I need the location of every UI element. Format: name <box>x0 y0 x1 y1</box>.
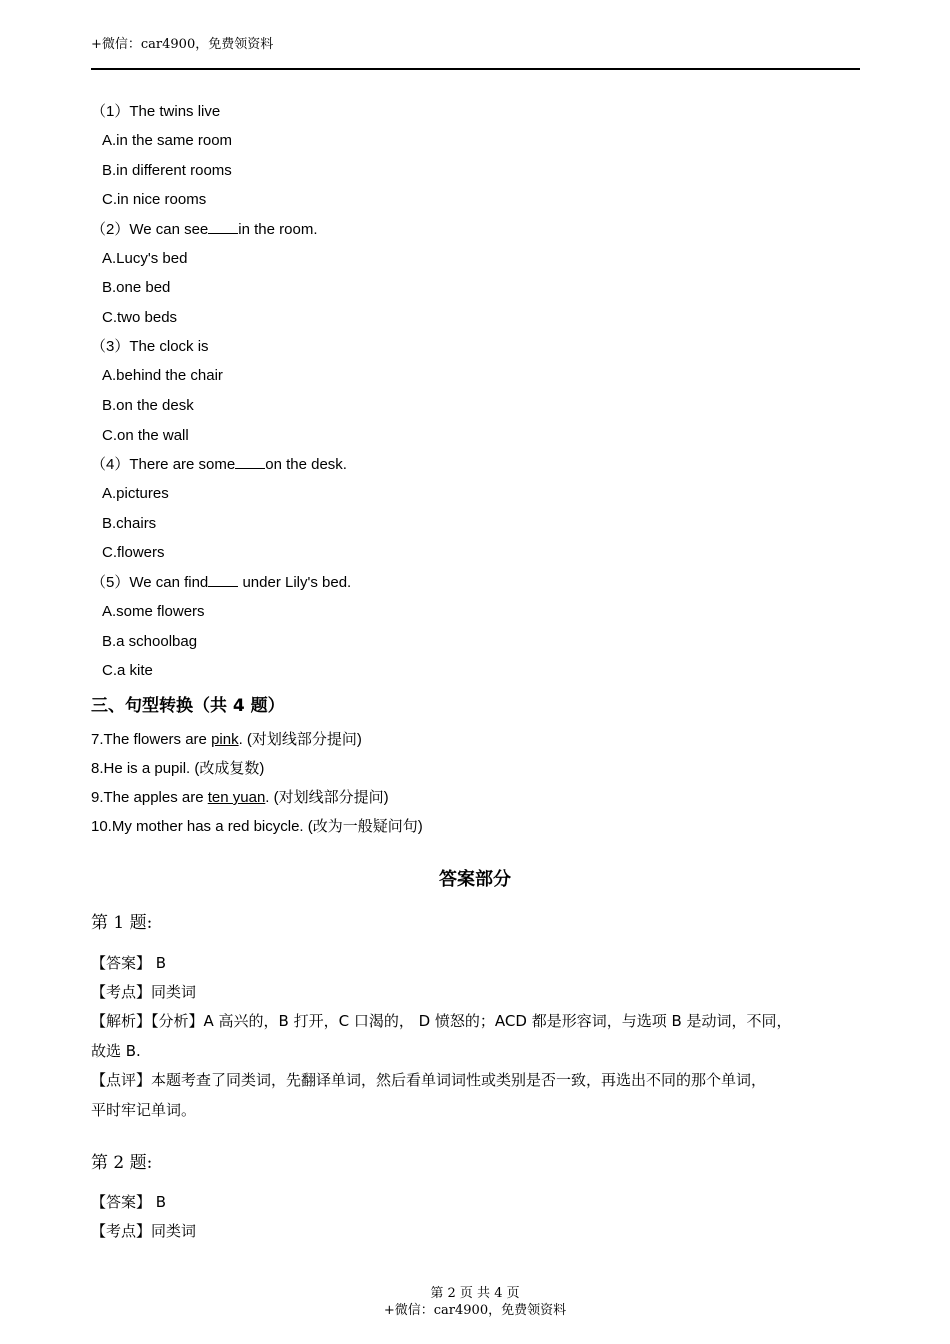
item-text: 9.The apples are <box>91 789 208 806</box>
question-5-stem <box>91 573 351 593</box>
question-4-option-c: C.flowers <box>102 544 165 561</box>
underlined-text: ten yuan <box>207 789 266 806</box>
answer-2-point: 【考点】同类词 <box>91 1222 197 1240</box>
question-2-option-a: A.Lucy's bed <box>102 250 188 267</box>
answer-1-analysis-cont: 故选 B. <box>91 1042 141 1060</box>
answer-blank <box>208 573 238 587</box>
underlined-text: pink <box>211 731 239 748</box>
transform-item-9 <box>91 788 389 808</box>
header-divider <box>91 68 860 70</box>
transform-item-10 <box>91 817 423 837</box>
section-title: 三、句型转换（共 4 题） <box>91 696 285 716</box>
answer-1-answer: 【答案】 B <box>91 954 167 972</box>
question-4-stem <box>91 455 347 475</box>
question-1-option-b: B.in different rooms <box>102 162 232 179</box>
question-1-option-a: A.in the same room <box>102 132 233 149</box>
answer-1-analysis: 【解析】【分析】A 高兴的，B 打开，C 口渴的， D 愤怒的；ACD 都是形容词，与选项 B 是动词，不同， <box>91 1012 792 1030</box>
question-5-option-a: A.some flowers <box>102 603 205 620</box>
question-stem-prefix: （1）The twins live <box>91 103 221 120</box>
footer-text: +微信：car4900，免费领资料 <box>383 1303 567 1318</box>
question-stem-prefix: （4）There are some <box>91 456 236 473</box>
answer-1-point: 【考点】同类词 <box>91 983 197 1001</box>
item-text: . (对划线部分提问) <box>238 731 362 748</box>
item-text: 7.The flowers are <box>91 731 212 748</box>
question-stem-prefix: （2）We can see <box>91 221 209 238</box>
question-3-option-b: B.on the desk <box>102 397 194 414</box>
question-3-stem <box>91 337 209 357</box>
answer-2-answer: 【答案】 B <box>91 1193 167 1211</box>
item-text: 8.He is a pupil. (改成复数) <box>91 760 265 777</box>
transform-item-7 <box>91 730 362 750</box>
question-5-option-c: C.a kite <box>102 662 153 679</box>
question-stem-prefix: （5）We can find <box>91 574 209 591</box>
answer-1-comment-cont: 平时牢记单词。 <box>91 1101 197 1119</box>
question-1-option-c: C.in nice rooms <box>102 191 207 208</box>
answer-section-title: 答案部分 <box>439 869 511 890</box>
question-4-option-b: B.chairs <box>102 515 157 532</box>
answer-1-comment: 【点评】本题考查了同类词，先翻译单词，然后看单词词性或类别是否一致，再选出不同的那个单词， <box>91 1071 767 1089</box>
question-2-option-b: B.one bed <box>102 279 171 296</box>
answer-blank <box>235 455 265 469</box>
answer-1-heading: 第 1 题: <box>91 913 153 933</box>
question-2-stem <box>91 220 318 240</box>
item-text: 10.My mother has a red bicycle. (改为一般疑问句) <box>91 818 423 835</box>
question-2-option-c: C.two beds <box>102 309 178 326</box>
answer-blank <box>208 220 238 234</box>
header-text: +微信：car4900，免费领资料 <box>91 37 274 52</box>
question-4-option-a: A.pictures <box>102 485 169 502</box>
item-text: . (对划线部分提问) <box>265 789 389 806</box>
question-stem-suffix: on the desk. <box>265 456 347 473</box>
page-number: 第 2 页 共 4 页 <box>430 1286 520 1301</box>
question-stem-suffix: under Lily's bed. <box>238 574 352 591</box>
question-1-stem <box>91 102 220 122</box>
transform-item-8 <box>91 759 264 779</box>
question-5-option-b: B.a schoolbag <box>102 633 198 650</box>
question-stem-prefix: （3）The clock is <box>91 338 209 355</box>
answer-2-heading: 第 2 题: <box>91 1153 153 1173</box>
question-3-option-a: A.behind the chair <box>102 367 223 384</box>
question-stem-suffix: in the room. <box>238 221 318 238</box>
question-3-option-c: C.on the wall <box>102 427 189 444</box>
